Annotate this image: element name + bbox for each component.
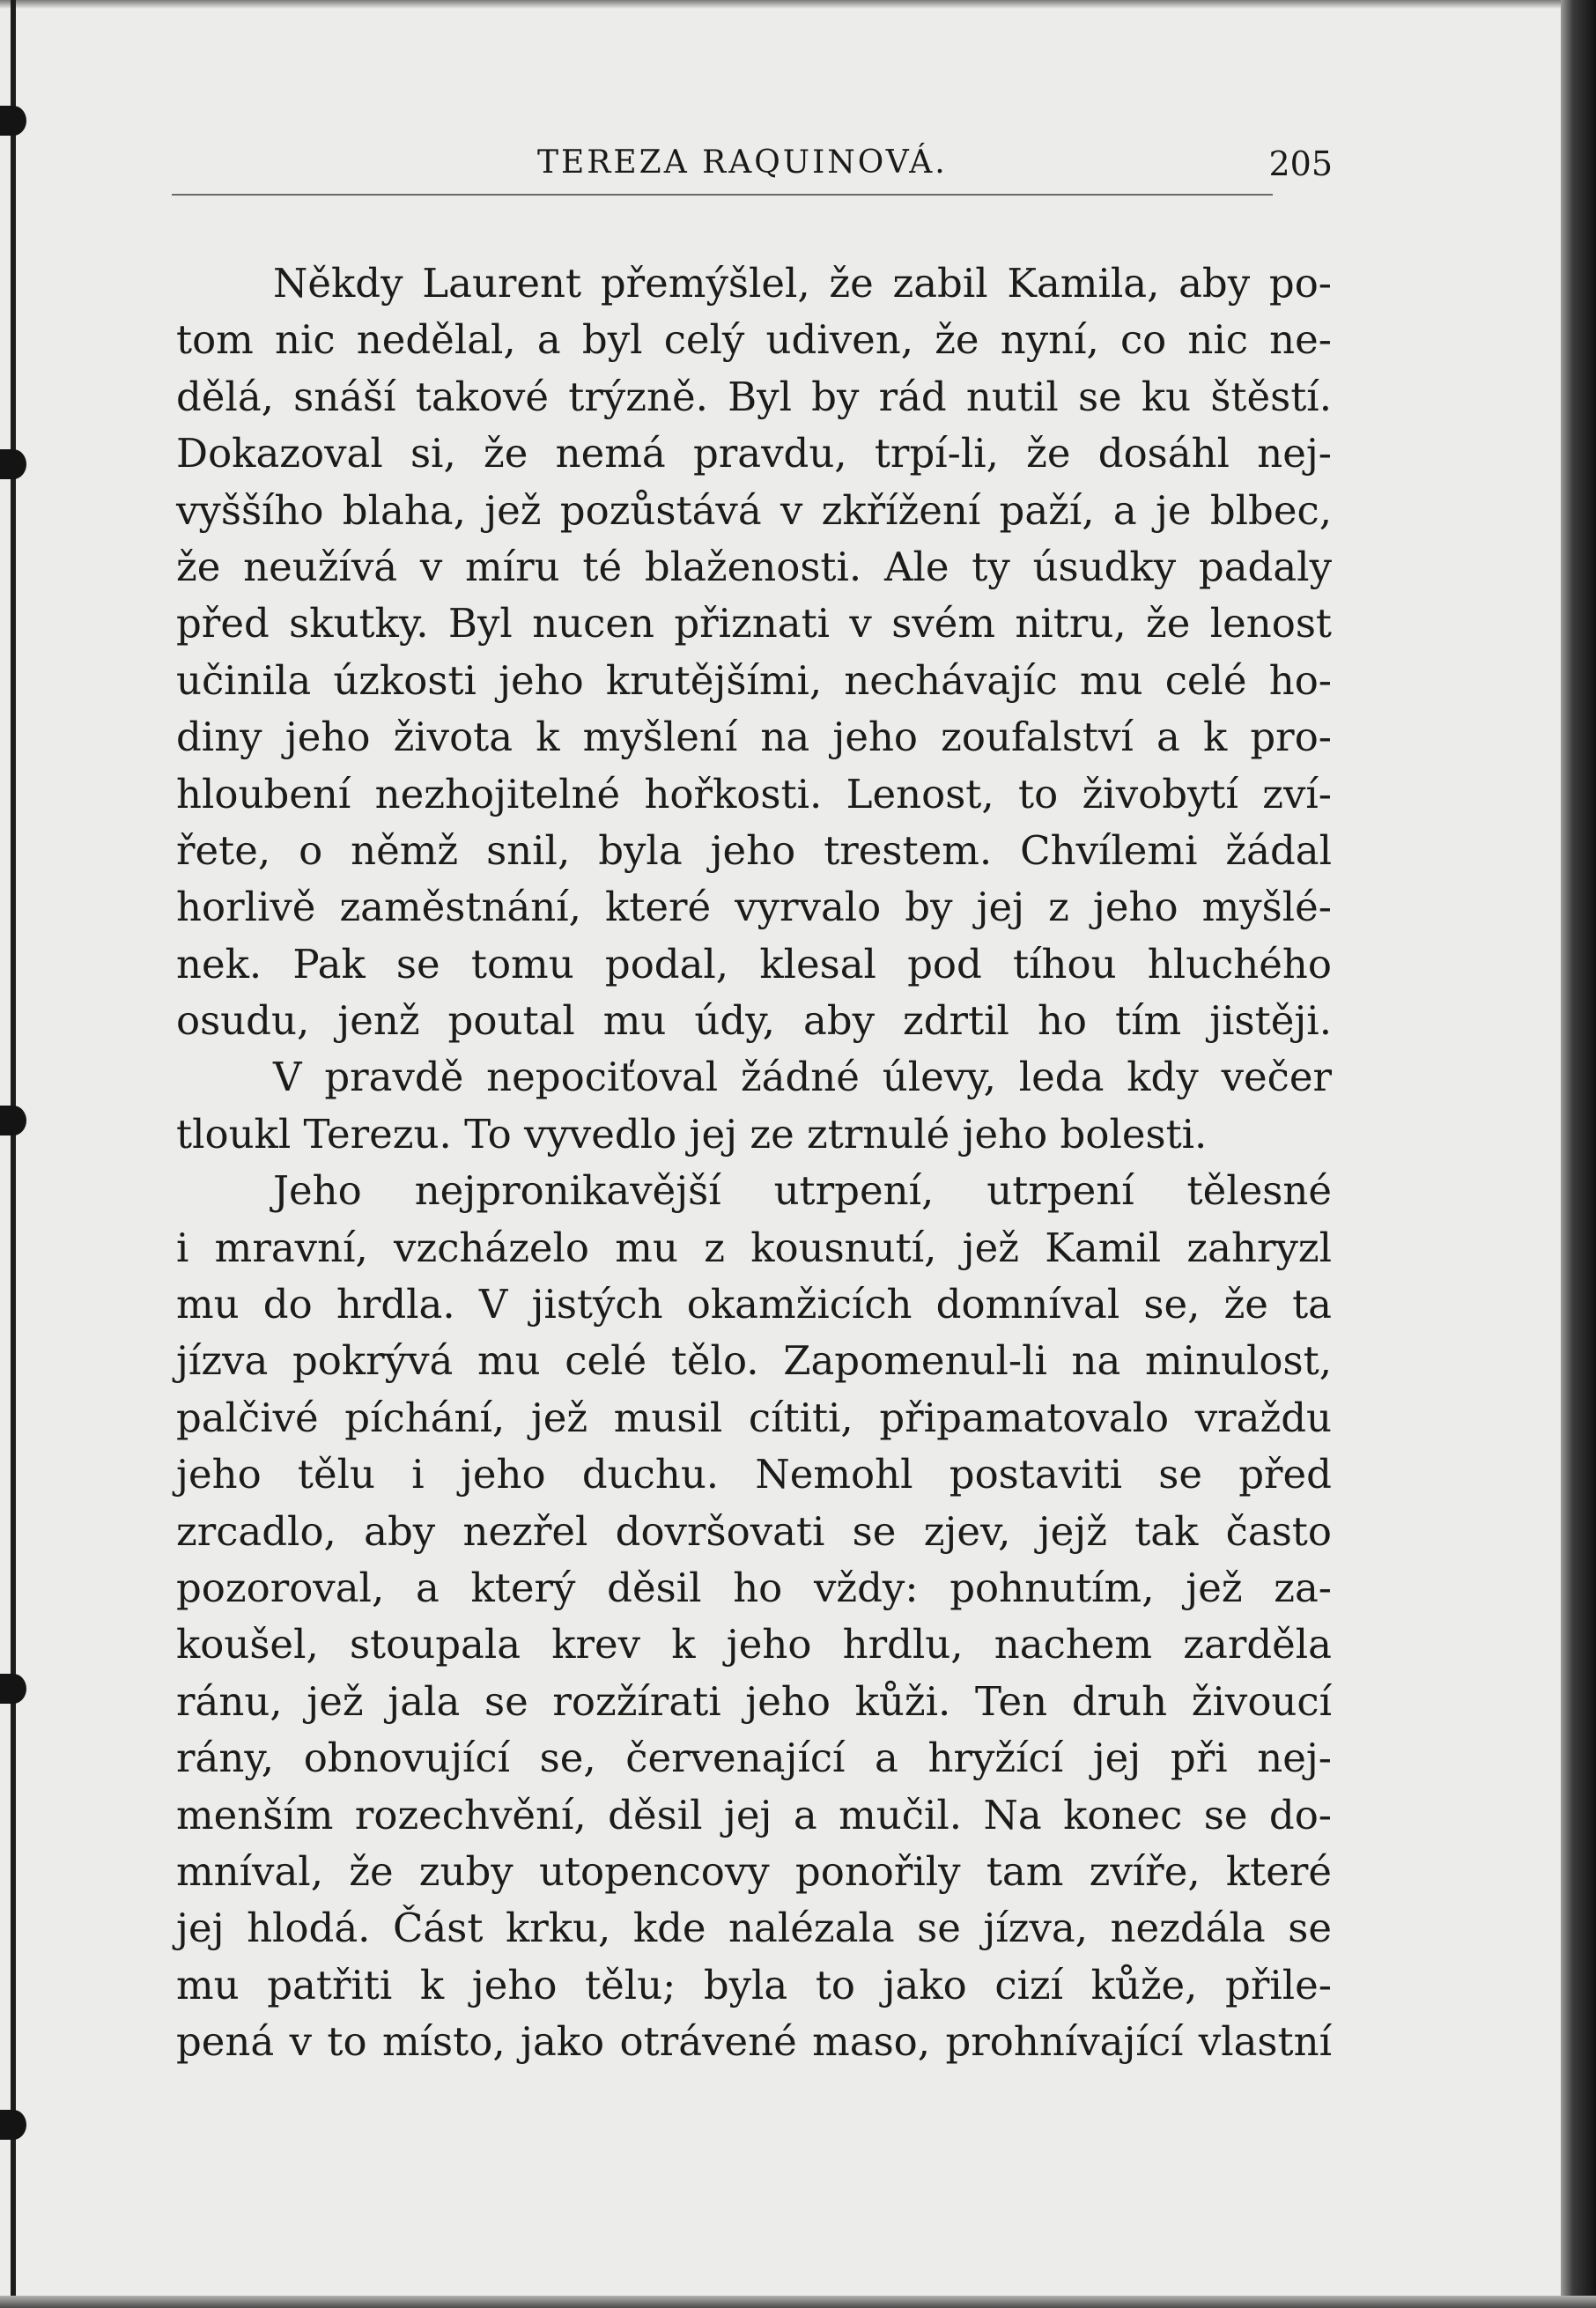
text-line: že neužívá v míru té blaženosti. Ale ty úsudky padaly [176, 543, 1332, 590]
text-line: mu do hrdla. V jistých okamžicích domníval se, že ta [176, 1281, 1332, 1328]
binding-stitch [0, 1106, 26, 1136]
text-line: menším rozechvění, děsil jej a mučil. Na konec se do- [176, 1791, 1332, 1838]
text-line: před skutky. Byl nucen přiznati v svém nitru, že lenost [176, 600, 1332, 647]
text-line: tom nic nedělal, a byl celý udiven, že nyní, co nic ne- [176, 316, 1332, 364]
text-line: jeho tělu i jeho duchu. Nemohl postaviti se před [176, 1451, 1332, 1498]
text-line: hloubení nezhojitelné hořkosti. Lenost, to živobytí zví- [176, 770, 1332, 817]
text-line: diny jeho života k myšlení na jeho zoufalství a k pro- [176, 714, 1332, 761]
binding-stitch [0, 2110, 26, 2140]
header-rule [172, 194, 1273, 196]
text-line: tloukl Terezu. To vyvedlo jej ze ztrnulé jeho bolesti. [176, 1110, 1208, 1158]
text-line: i mravní, vzcházelo mu z kousnutí, jež Kamil zahryzl [176, 1224, 1332, 1271]
scan-edge-bottom [0, 2296, 1596, 2308]
text-line: jej hlodá. Část krku, kde nalézala se jízva, nezdála se [176, 1905, 1332, 1952]
text-line: Dokazoval si, že nemá pravdu, trpí-li, že dosáhl nej- [176, 430, 1332, 477]
text-line: vyššího blaha, jež pozůstává v zkřížení paží, a je blbec, [176, 486, 1332, 534]
text-line: mníval, že zuby utopencovy ponořily tam zvíře, které [176, 1847, 1332, 1895]
binding-stitch [0, 449, 26, 479]
text-line: jízva pokrývá mu celé tělo. Zapomenul-li na minulost, [176, 1337, 1332, 1385]
text-line: mu patřiti k jeho tělu; byla to jako cizí kůže, přile- [176, 1961, 1332, 2008]
binding-stitch [0, 106, 26, 136]
text-line: nek. Pak se tomu podal, klesal pod tíhou hluchého [176, 940, 1332, 988]
text-line: rány, obnovující se, červenající a hryžící jej při nej- [176, 1735, 1332, 1782]
page-number: 205 [1268, 144, 1333, 183]
text-line: V pravdě nepociťoval žádné úlevy, leda kdy večer [273, 1054, 1332, 1101]
text-line: ránu, jež jala se rozžírati jeho kůži. Ten druh živoucí [176, 1677, 1332, 1725]
text-line: Někdy Laurent přemýšlel, že zabil Kamila, aby po- [273, 260, 1332, 307]
text-line: Jeho nejpronikavější utrpení, utrpení tělesné [273, 1167, 1332, 1215]
running-title: TEREZA RAQUINOVÁ. [537, 144, 948, 181]
page-header [172, 144, 1333, 197]
text-line: pozoroval, a který děsil ho vždy: pohnutím, jež za- [176, 1564, 1332, 1611]
scan-edge-top [0, 0, 1596, 9]
text-line: řete, o němž snil, byla jeho trestem. Chvílemi žádal [176, 826, 1332, 874]
text-line: učinila úzkosti jeho krutějšími, nechávajíc mu celé ho- [176, 656, 1332, 704]
text-line: palčivé píchání, jež musil cítiti, připamatovalo vraždu [176, 1394, 1332, 1441]
text-line: zrcadlo, aby nezřel dovršovati se zjev, jejž tak často [176, 1507, 1332, 1555]
text-line: pená v to místo, jako otrávené maso, prohnívající vlastní [176, 2018, 1332, 2066]
body-text [176, 255, 1332, 2071]
scan-edge-right [1561, 0, 1596, 2308]
binding-line [11, 0, 16, 2308]
binding-stitch [0, 1674, 26, 1704]
text-line: koušel, stoupala krev k jeho hrdlu, nachem zarděla [176, 1621, 1332, 1668]
text-line: osudu, jenž poutal mu údy, aby zdrtil ho tím jistěji. [176, 997, 1332, 1045]
text-line: horlivě zaměstnání, které vyrvalo by jej z jeho myšlé- [176, 884, 1332, 931]
text-line: dělá, snáší takové trýzně. Byl by rád nutil se ku štěstí. [176, 373, 1332, 420]
